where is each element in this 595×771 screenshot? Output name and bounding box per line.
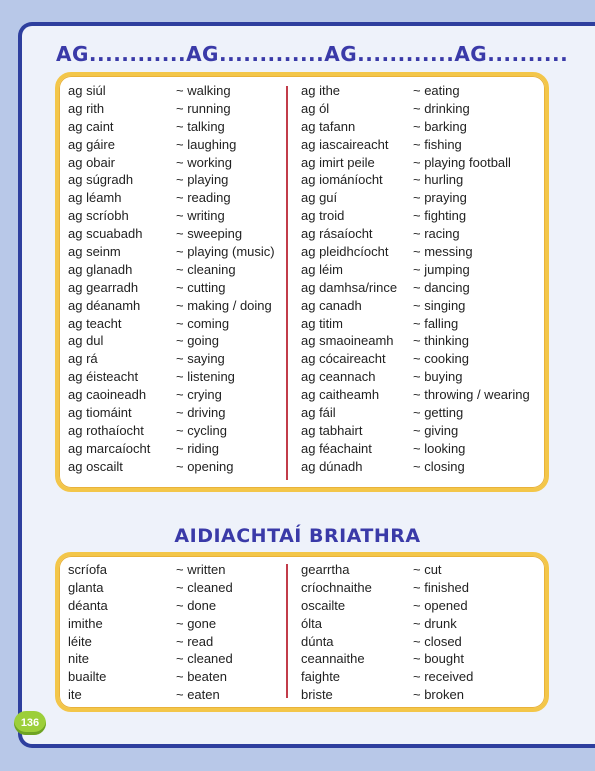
irish-term: ólta bbox=[301, 615, 322, 631]
english-translation: ~ gone bbox=[176, 615, 217, 631]
irish-term: ag tafann bbox=[301, 118, 356, 134]
irish-term: ag oscailt bbox=[68, 458, 123, 474]
ag-heading-segment: AG.......... bbox=[454, 42, 569, 66]
irish-term: ag ceannach bbox=[301, 369, 376, 385]
irish-term: críochnaithe bbox=[301, 579, 372, 595]
english-translation: ~ playing (music) bbox=[176, 244, 275, 260]
irish-term: ag seinm bbox=[68, 244, 121, 260]
verbal-adjective-panel bbox=[55, 552, 549, 712]
ag-heading bbox=[56, 42, 569, 66]
english-translation: ~ saying bbox=[176, 351, 225, 367]
irish-term: ag imirt peile bbox=[301, 154, 375, 170]
english-translation: ~ drinking bbox=[413, 100, 470, 116]
irish-term: ag obair bbox=[68, 154, 115, 170]
english-translation: ~ cleaned bbox=[176, 579, 233, 595]
english-translation: ~ riding bbox=[176, 440, 219, 456]
irish-term: ite bbox=[68, 687, 82, 703]
english-translation: ~ falling bbox=[413, 315, 459, 331]
english-translation: ~ finished bbox=[413, 579, 470, 595]
irish-term: oscailte bbox=[301, 597, 346, 613]
irish-term: ag troid bbox=[301, 208, 345, 224]
english-translation: ~ listening bbox=[176, 369, 235, 385]
english-translation: ~ playing bbox=[176, 172, 229, 188]
irish-term: ag rá bbox=[68, 351, 98, 367]
english-translation: ~ opened bbox=[413, 597, 468, 613]
english-translation: ~ broken bbox=[413, 687, 464, 703]
irish-term: ag dul bbox=[68, 333, 104, 349]
english-translation: ~ hurling bbox=[413, 172, 464, 188]
irish-term: ag scríobh bbox=[68, 208, 129, 224]
english-translation: ~ coming bbox=[176, 315, 230, 331]
english-translation: ~ walking bbox=[176, 83, 231, 98]
english-translation: ~ cleaning bbox=[176, 261, 236, 277]
irish-term: ag smaoineamh bbox=[301, 333, 394, 349]
english-translation: ~ throwing / wearing bbox=[413, 387, 530, 403]
english-translation: ~ crying bbox=[176, 387, 222, 403]
english-translation: ~ singing bbox=[413, 297, 466, 313]
irish-term: ag pleidhcíocht bbox=[301, 244, 389, 260]
irish-term: ag súgradh bbox=[68, 172, 134, 188]
english-translation: ~ received bbox=[413, 669, 474, 685]
english-translation: ~ cooking bbox=[413, 351, 470, 367]
english-translation: ~ fishing bbox=[413, 136, 462, 152]
irish-term: ag scuabadh bbox=[68, 226, 143, 242]
english-translation: ~ buying bbox=[413, 369, 463, 385]
english-translation: ~ read bbox=[176, 633, 214, 649]
english-translation: ~ beaten bbox=[176, 669, 227, 685]
irish-term: ag siúl bbox=[68, 83, 106, 98]
english-translation: ~ cleaned bbox=[176, 651, 233, 667]
english-translation: ~ closing bbox=[413, 458, 465, 474]
irish-term: nite bbox=[68, 651, 89, 667]
english-translation: ~ bought bbox=[413, 651, 464, 667]
irish-term: imithe bbox=[68, 615, 103, 631]
irish-column-right bbox=[301, 561, 416, 704]
irish-column-right bbox=[301, 82, 416, 476]
irish-term: scríofa bbox=[68, 562, 108, 577]
irish-term: ag rith bbox=[68, 100, 105, 116]
english-translation: ~ cycling bbox=[176, 422, 227, 438]
english-translation: ~ cut bbox=[413, 562, 442, 577]
english-translation: ~ drunk bbox=[413, 615, 457, 631]
english-translation: ~ done bbox=[176, 597, 217, 613]
irish-term: ag iascaireacht bbox=[301, 136, 389, 152]
english-translation: ~ running bbox=[176, 100, 231, 116]
irish-term: ag gáire bbox=[68, 136, 115, 152]
irish-term: ag titim bbox=[301, 315, 343, 331]
irish-term: gearrtha bbox=[301, 562, 350, 577]
english-column-left bbox=[176, 82, 284, 476]
english-column-right bbox=[413, 82, 543, 476]
irish-term: déanta bbox=[68, 597, 108, 613]
irish-term: ag ól bbox=[301, 100, 330, 116]
irish-column-left bbox=[68, 82, 178, 476]
english-column-right bbox=[413, 561, 543, 704]
english-translation: ~ dancing bbox=[413, 279, 470, 295]
irish-term: léite bbox=[68, 633, 92, 649]
irish-term: ag glanadh bbox=[68, 261, 133, 277]
page-number-badge: 136 bbox=[14, 711, 46, 735]
irish-term: dúnta bbox=[301, 633, 334, 649]
irish-term: ag marcaíocht bbox=[68, 440, 151, 456]
irish-term: ceannaithe bbox=[301, 651, 365, 667]
irish-term: ag caint bbox=[68, 118, 114, 134]
english-translation: ~ reading bbox=[176, 190, 231, 206]
irish-term: briste bbox=[301, 687, 333, 703]
english-translation: ~ racing bbox=[413, 226, 460, 242]
ag-heading-segment: AG............. bbox=[186, 42, 325, 66]
irish-term: ag caoineadh bbox=[68, 387, 147, 403]
irish-term: ag gearradh bbox=[68, 279, 139, 295]
irish-term: ag féachaint bbox=[301, 440, 372, 456]
english-translation: ~ driving bbox=[176, 405, 226, 421]
irish-term: ag canadh bbox=[301, 297, 362, 313]
english-translation: ~ writing bbox=[176, 208, 225, 224]
irish-term: ag éisteacht bbox=[68, 369, 139, 385]
column-divider bbox=[286, 86, 288, 480]
english-translation: ~ jumping bbox=[413, 261, 470, 277]
english-translation: ~ playing football bbox=[413, 154, 511, 170]
english-translation: ~ making / doing bbox=[176, 297, 272, 313]
english-translation: ~ thinking bbox=[413, 333, 470, 349]
english-translation: ~ eaten bbox=[176, 687, 220, 703]
irish-term: ag cócaireacht bbox=[301, 351, 386, 367]
irish-term: ag teacht bbox=[68, 315, 122, 331]
irish-term: ag tabhairt bbox=[301, 422, 363, 438]
english-translation: ~ giving bbox=[413, 422, 459, 438]
english-translation: ~ looking bbox=[413, 440, 466, 456]
section-title: AIDIACHTAÍ BRIATHRA bbox=[174, 525, 421, 547]
irish-term: buailte bbox=[68, 669, 107, 685]
english-translation: ~ messing bbox=[413, 244, 473, 260]
irish-term: ag caitheamh bbox=[301, 387, 380, 403]
english-translation: ~ closed bbox=[413, 633, 462, 649]
english-translation: ~ eating bbox=[413, 83, 460, 98]
irish-column-left bbox=[68, 561, 178, 704]
irish-term: ag déanamh bbox=[68, 297, 141, 313]
irish-term: ag damhsa/rince bbox=[301, 279, 398, 295]
english-translation: ~ cutting bbox=[176, 279, 226, 295]
ag-heading-segment: AG............ bbox=[56, 42, 187, 66]
irish-term: glanta bbox=[68, 579, 104, 595]
irish-term: ag tiomáint bbox=[68, 405, 132, 421]
english-translation: ~ praying bbox=[413, 190, 467, 206]
verbal-noun-panel bbox=[55, 72, 549, 492]
ag-heading-segment: AG............ bbox=[324, 42, 455, 66]
irish-term: ag rásaíocht bbox=[301, 226, 373, 242]
english-translation: ~ written bbox=[176, 562, 226, 577]
column-divider bbox=[286, 564, 288, 698]
irish-term: ag dúnadh bbox=[301, 458, 363, 474]
irish-term: ag léim bbox=[301, 261, 343, 277]
english-translation: ~ talking bbox=[176, 118, 225, 134]
irish-term: ag guí bbox=[301, 190, 338, 206]
english-translation: ~ laughing bbox=[176, 136, 237, 152]
english-translation: ~ fighting bbox=[413, 208, 467, 224]
irish-term: ag ithe bbox=[301, 83, 341, 98]
english-translation: ~ going bbox=[176, 333, 220, 349]
irish-term: ag fáil bbox=[301, 405, 336, 421]
english-translation: ~ barking bbox=[413, 118, 467, 134]
english-translation: ~ opening bbox=[176, 458, 234, 474]
english-translation: ~ getting bbox=[413, 405, 464, 421]
irish-term: faighte bbox=[301, 669, 341, 685]
irish-term: ag léamh bbox=[68, 190, 122, 206]
irish-term: ag rothaíocht bbox=[68, 422, 144, 438]
english-translation: ~ working bbox=[176, 154, 232, 170]
english-translation: ~ sweeping bbox=[176, 226, 243, 242]
english-column-left bbox=[176, 561, 284, 704]
irish-term: ag iománíocht bbox=[301, 172, 383, 188]
